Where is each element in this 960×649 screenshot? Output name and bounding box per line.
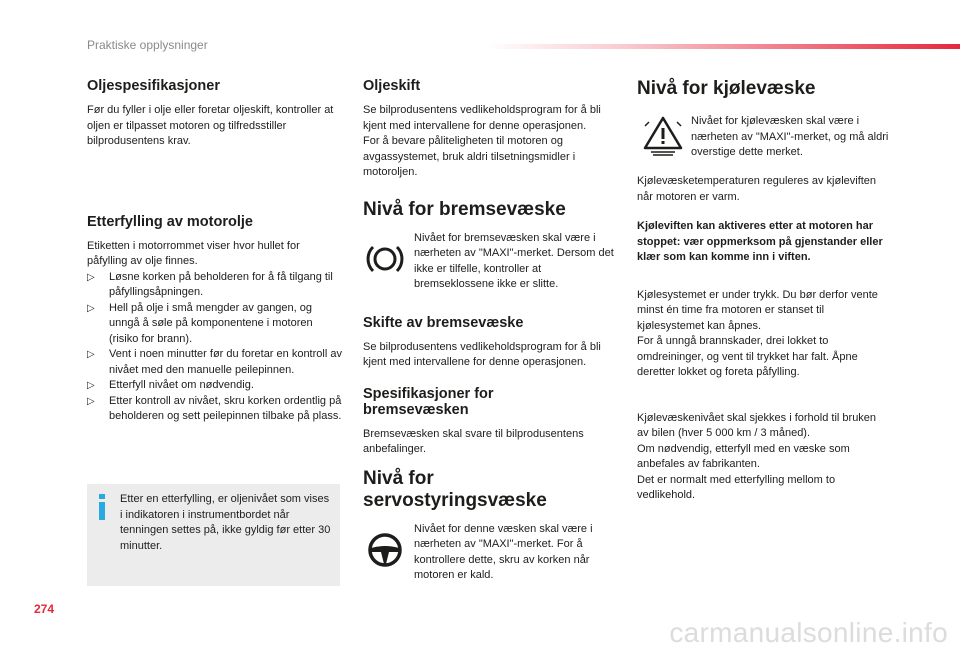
topping-up-steps [87,270,342,425]
coolant-regulation: Kjølevæsketemperaturen reguleres av kjøleviften når motoren er varm. [637,175,877,203]
oil-change-body-1: Se bilprodusentens vedlikeholdsprogram for å bli kjent med intervallene for denne operasjonen. [363,104,601,132]
oil-spec-body: Før du fyller i olje eller foretar oljeskift, kontroller at oljen er tilpasset motoren og tilfredsstiller bilprodusentens krav. [87,104,334,147]
watermark: carmanualsonline.info [669,617,948,648]
oil-spec-heading: Oljespesifikasjoner [87,78,220,94]
bullet-icon: ▷ [87,380,95,391]
coolant-level-body: Nivået for kjølevæsken skal være i nærheten av "MAXI"-merket, og må aldri overstige dette merket. [691,115,889,158]
brake-warning-icon [365,239,405,279]
level-check-2: Om nødvendig, etterfyll med en væske som anbefales av fabrikanten. [637,442,850,470]
column-1 [87,78,342,425]
power-steering-icon [365,530,405,570]
topping-up-heading: Etterfylling av motorolje [87,213,253,230]
page-number: 274 [34,602,55,616]
coolant-warning-icon [641,114,685,158]
steering-level-row [363,522,613,590]
brake-change-heading: Skifte av bremsevæske [363,314,524,331]
bullet-icon: ▷ [87,349,95,360]
brake-level-heading: Nivå for bremsevæske [363,198,566,220]
brake-level-row [363,231,613,299]
steering-level-heading: Nivå for servostyringsvæske [363,467,547,511]
level-check-3: Det er normalt med etterfylling mellom to vedlikehold. [637,473,836,501]
info-icon [97,494,107,520]
list-item: ▷ Løsne korken på beholderen for å få tilgang til påfyllingsåpningen. [87,270,333,298]
list-item: ▷ Etter kontroll av nivået, skru korken ordentlig på beholderen og sett peilepinnen tilbake på plass. [87,394,342,422]
steering-level-body: Nivået for denne væsken skal være i nærheten av "MAXI"-merket. For å kontrollere dette, skru av korken når motoren er kald. [414,522,593,581]
oil-change-body-2: For å bevare påliteligheten til motoren og avgassystemet, bruk aldri tilsetningsmidler i motoroljen. [363,135,576,178]
coolant-level-heading: Nivå for kjølevæske [637,78,816,99]
list-item: ▷ Etterfyll nivået om nødvendig. [87,378,342,394]
brake-change-body: Se bilprodusentens vedlikeholdsprogram for å bli kjent med intervallene for denne operasjonen. [363,340,601,368]
list-item: ▷ Vent i noen minutter før du foretar en kontroll av nivået med den manuelle peilepinnen. [87,348,342,376]
section-title: Praktiske opplysninger [87,38,208,52]
coolant-level-row [637,115,889,166]
brake-spec-body: Bremsevæsken skal svare til bilprodusentens anbefalinger. [363,427,584,455]
list-item: ▷ Hell på olje i små mengder av gangen, og unngå å søle på komponentene i motoren (risiko for brann). [87,301,313,345]
bullet-icon: ▷ [87,271,95,283]
bullet-icon: ▷ [87,395,95,407]
column-2 [363,78,613,590]
brake-level-body: Nivået for bremsevæsken skal være i nærheten av "MAXI"-merket. Dersom det ikke er tilfelle, kontroller at bremseklossene ikke er slitte. [414,231,614,290]
header-accent-bar [485,44,960,49]
info-box [87,484,340,586]
pressure-note-2: For å unngå brannskader, drei lokket to omdreininger, og vent til trykket har falt. Åpne deretter lokket og foreta påfylling. [637,335,858,378]
level-check-1: Kjølevæskenivået skal sjekkes i forhold til bruken av bilen (hver 5 000 km / 3 måned). [637,411,877,439]
topping-up-intro: Etiketten i motorrommet viser hvor hullet for påfylling av olje finnes. [87,239,300,267]
bullet-icon: ▷ [87,302,95,314]
pressure-note-1: Kjølesystemet er under trykk. Du bør derfor vente minst én time fra motoren er stanset til kjølesystemet kan åpnes. [637,288,878,332]
oil-change-heading: Oljeskift [363,78,421,94]
info-text: Etter en etterfylling, er oljenivået som vises i indikatoren i instrumentbordet når tenningen settes på, ikke gyldig før etter 30 minutter. [120,493,331,552]
cooling-fan-warning: Kjøleviften kan aktiveres etter at motoren har stoppet: vær oppmerksom på gjenstander eller klær som kan komme inn i viften. [637,220,883,263]
brake-spec-heading: Spesifikasjoner for bremsevæsken [363,385,494,418]
column-3 [637,78,887,504]
